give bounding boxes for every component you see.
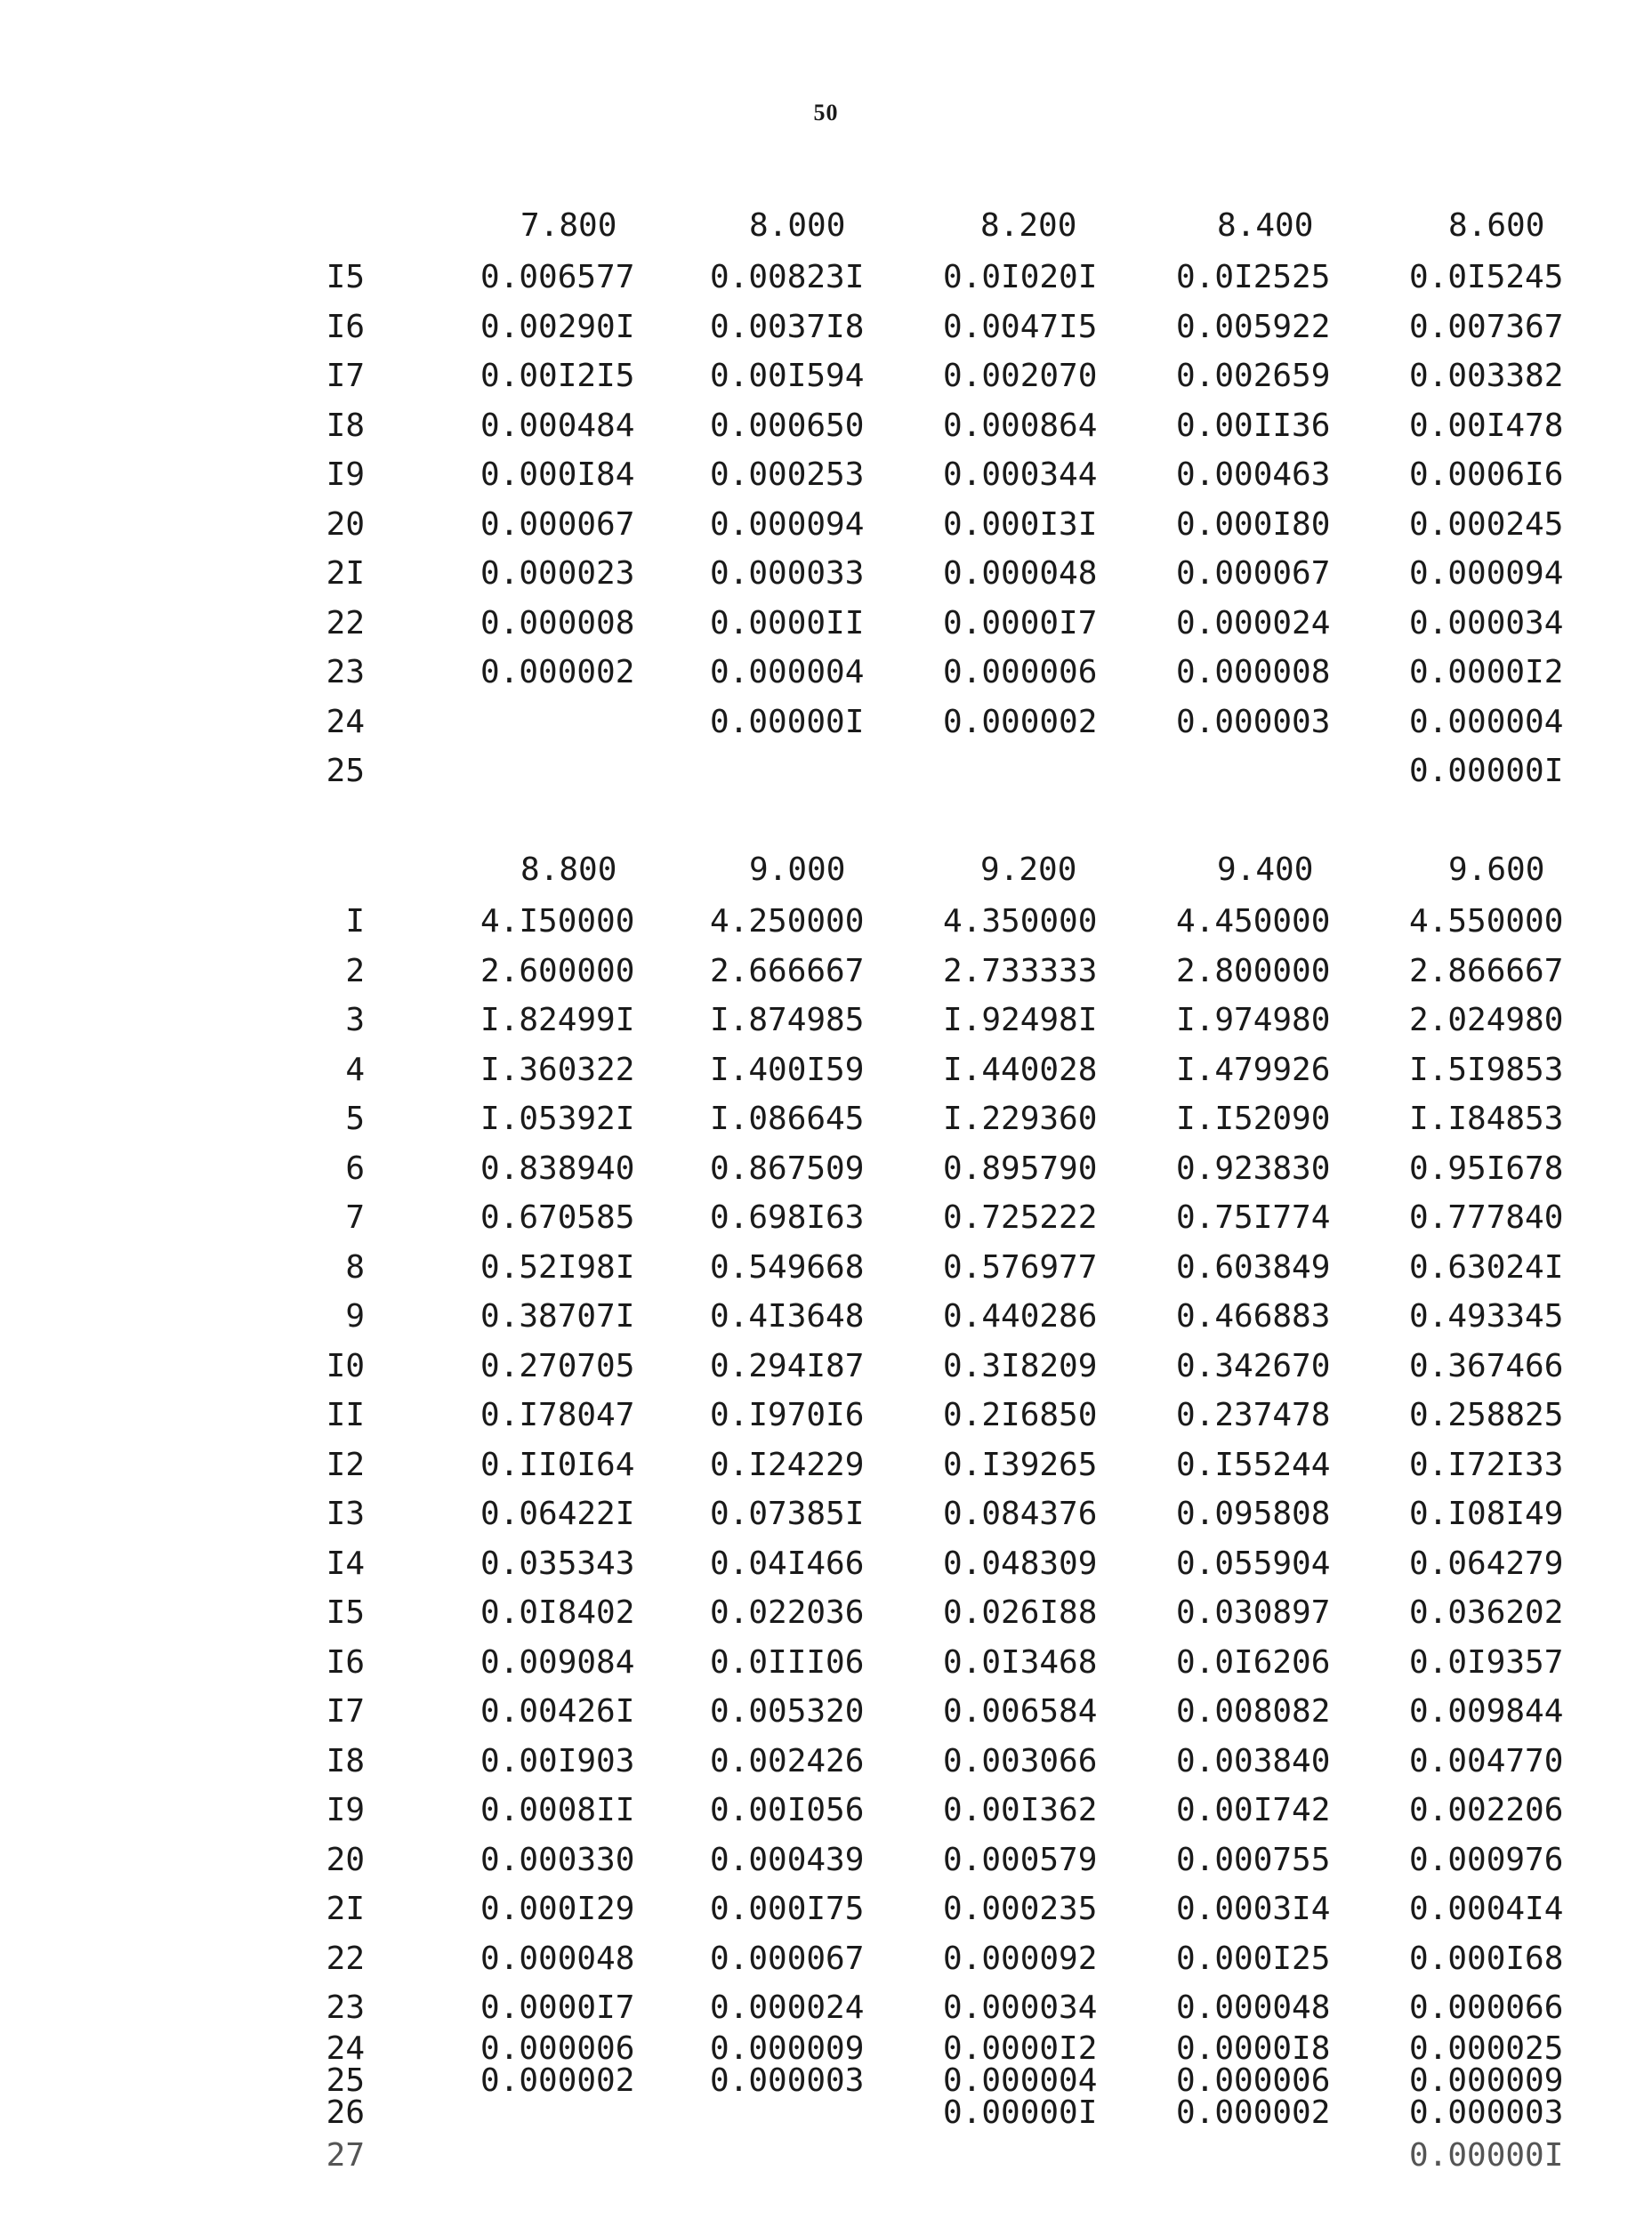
row-label: I9	[326, 456, 365, 493]
table-cell: 0.000253	[710, 456, 865, 493]
table-cell: 0.000002	[943, 703, 1098, 740]
table-cell: 0.036202	[1409, 1594, 1564, 1631]
row-label: 24	[326, 2029, 365, 2067]
row-label: 25	[326, 753, 365, 789]
table-cell: 0.000976	[1409, 1841, 1564, 1878]
table-cell: 0.0000I2	[1409, 654, 1564, 690]
table-cell: 0.055904	[1176, 1545, 1331, 1582]
table-cell: I.086645	[710, 1101, 865, 1137]
table-cell: 2.800000	[1176, 952, 1331, 989]
table-header-row	[0, 845, 1652, 897]
table-cell: 0.026I88	[943, 1594, 1098, 1631]
table-cell: 0.002659	[1176, 358, 1331, 394]
table-cell: I.5I9853	[1409, 1051, 1564, 1088]
table-row	[0, 1884, 1652, 1934]
table-cell: 0.00I2I5	[480, 358, 635, 394]
table-row	[0, 351, 1652, 401]
table-row	[0, 1094, 1652, 1144]
table-cell: 0.75I774	[1176, 1199, 1331, 1236]
table-cell: 0.000048	[943, 555, 1098, 592]
row-label: 20	[326, 505, 365, 543]
table-row	[0, 1934, 1652, 1984]
table-row	[0, 1292, 1652, 1342]
table-cell: 0.000I84	[480, 456, 635, 493]
table-cell: 2.866667	[1409, 952, 1564, 989]
table-cell: 0.270705	[480, 1347, 635, 1384]
table-row	[0, 1737, 1652, 1787]
table-cell: 0.007367	[1409, 308, 1564, 345]
row-label: 27	[326, 2136, 365, 2174]
row-label: I	[345, 903, 365, 940]
table-cell: 0.000048	[480, 1940, 635, 1977]
table-cell: 0.0I3468	[943, 1643, 1098, 1681]
table-cell: 0.000003	[710, 2062, 865, 2099]
table-cell: 0.342670	[1176, 1347, 1331, 1384]
table-cell: 0.000006	[943, 654, 1098, 690]
row-label: 4	[345, 1051, 365, 1088]
table-row	[0, 2094, 1652, 2131]
row-label: 24	[326, 703, 365, 740]
table-cell: 0.035343	[480, 1545, 635, 1582]
column-header: 9.600	[1448, 851, 1545, 888]
table-cell: 0.000092	[943, 1940, 1098, 1977]
table-cell: 0.00II36	[1176, 407, 1331, 444]
row-label: 7	[345, 1199, 365, 1236]
row-label: I4	[326, 1545, 365, 1582]
table-cell: I.874985	[710, 1002, 865, 1038]
row-label: I6	[326, 308, 365, 345]
table-cell: I.974980	[1176, 1002, 1331, 1038]
column-header: 8.200	[980, 207, 1077, 244]
table-cell: 0.000002	[480, 2062, 635, 2099]
row-label: 2	[345, 952, 365, 989]
table-cell: 0.00I903	[480, 1742, 635, 1779]
table-row	[0, 1588, 1652, 1638]
table-cell: 0.000002	[480, 654, 635, 690]
table-cell: 0.000004	[1409, 703, 1564, 740]
table-cell: 0.000I3I	[943, 505, 1098, 543]
page-number: 50	[813, 100, 839, 125]
table-cell: 0.000579	[943, 1841, 1098, 1878]
table-cell: 0.095808	[1176, 1496, 1331, 1532]
table-cell: 0.009844	[1409, 1693, 1564, 1730]
table-cell: 2.600000	[480, 952, 635, 989]
table-cell: 0.00I742	[1176, 1792, 1331, 1828]
table-row	[0, 1638, 1652, 1688]
table-cell: 0.000864	[943, 407, 1098, 444]
table-cell: 0.0000II	[710, 604, 865, 641]
table-cell: 0.00290I	[480, 308, 635, 345]
table-cell: 0.0I2525	[1176, 259, 1331, 295]
table-cell: 0.000002	[1176, 2094, 1331, 2131]
table-cell: 0.030897	[1176, 1594, 1331, 1631]
table-cell: 0.00823I	[710, 259, 865, 295]
table-cell: 0.00I362	[943, 1792, 1098, 1828]
table-cell: 0.000008	[1176, 654, 1331, 690]
table-cell: 0.000067	[710, 1940, 865, 1977]
table-cell: 0.04I466	[710, 1545, 865, 1582]
table-cell: 0.008082	[1176, 1693, 1331, 1730]
table-cell: 0.006577	[480, 259, 635, 295]
table-cell: 0.000344	[943, 456, 1098, 493]
table-cell: 0.000650	[710, 407, 865, 444]
table-cell: 0.000009	[710, 2029, 865, 2067]
row-label: I5	[326, 1594, 365, 1631]
row-label: 20	[326, 1841, 365, 1878]
table-row	[0, 1836, 1652, 1885]
table-cell: I.82499I	[480, 1002, 635, 1038]
row-label: 23	[326, 1989, 365, 2026]
table-cell: 0.00000I	[943, 2094, 1098, 2131]
table-cell: 0.003382	[1409, 358, 1564, 394]
table-cell: 0.895790	[943, 1150, 1098, 1187]
table-cell: 0.237478	[1176, 1397, 1331, 1433]
row-label: 8	[345, 1248, 365, 1286]
table-cell: 0.00I594	[710, 358, 865, 394]
table-row	[0, 1489, 1652, 1539]
row-label: I3	[326, 1496, 365, 1532]
table-cell: 0.838940	[480, 1150, 635, 1187]
table-row	[0, 1983, 1652, 2033]
table-cell: I.I84853	[1409, 1101, 1564, 1137]
table-cell: 0.0003I4	[1176, 1891, 1331, 1927]
table-cell: 0.002206	[1409, 1792, 1564, 1828]
table-cell: 0.I78047	[480, 1397, 635, 1433]
row-label: 26	[326, 2094, 365, 2131]
table-cell: 0.0008II	[480, 1792, 635, 1828]
row-label: 25	[326, 2062, 365, 2099]
table-row	[0, 1342, 1652, 1392]
table-cell: 0.00I478	[1409, 407, 1564, 444]
table-block-1	[0, 201, 1652, 796]
table-cell: 0.005320	[710, 1693, 865, 1730]
table-cell: 0.I72I33	[1409, 1446, 1564, 1483]
row-label: II	[326, 1397, 365, 1433]
table-cell: 0.0000I2	[943, 2029, 1098, 2067]
table-cell: 0.000003	[1176, 703, 1331, 740]
row-label: 6	[345, 1150, 365, 1187]
table-cell: 0.003066	[943, 1742, 1098, 1779]
table-cell: 2.666667	[710, 952, 865, 989]
table-cell: 0.000006	[1176, 2062, 1331, 2099]
table-cell: 0.576977	[943, 1248, 1098, 1286]
table-row	[0, 947, 1652, 997]
table-row	[0, 2129, 1652, 2183]
table-cell: 0.000463	[1176, 456, 1331, 493]
row-label: I0	[326, 1347, 365, 1384]
table-cell: 0.725222	[943, 1199, 1098, 1236]
table-row	[0, 1391, 1652, 1440]
table-cell: 0.000004	[943, 2062, 1098, 2099]
table-cell: I.400I59	[710, 1051, 865, 1088]
column-header: 8.600	[1448, 207, 1545, 244]
table-row	[0, 996, 1652, 1045]
table-row	[0, 698, 1652, 747]
table-cell: I.92498I	[943, 1002, 1098, 1038]
table-cell: 0.I24229	[710, 1446, 865, 1483]
table-cell: 0.549668	[710, 1248, 865, 1286]
table-cell: 0.000048	[1176, 1989, 1331, 2026]
table-cell: 0.0I6206	[1176, 1643, 1331, 1681]
table-row	[0, 303, 1652, 352]
table-cell: 0.000094	[710, 505, 865, 543]
table-row	[0, 500, 1652, 550]
table-cell: 0.0I020I	[943, 259, 1098, 295]
row-label: I5	[326, 259, 365, 295]
row-label: 22	[326, 1940, 365, 1977]
column-header: 9.000	[749, 851, 846, 888]
table-cell: 0.009084	[480, 1643, 635, 1681]
table-cell: 0.I39265	[943, 1446, 1098, 1483]
table-cell: 0.000067	[480, 505, 635, 543]
table-cell: 0.000006	[480, 2029, 635, 2067]
table-cell: 0.000484	[480, 407, 635, 444]
row-label: I6	[326, 1643, 365, 1681]
table-cell: 0.000003	[1409, 2094, 1564, 2131]
table-cell: 0.0000I8	[1176, 2029, 1331, 2067]
table-cell: 0.923830	[1176, 1150, 1331, 1187]
table-cell: 0.0I9357	[1409, 1643, 1564, 1681]
table-cell: 0.022036	[710, 1594, 865, 1631]
table-block-2	[0, 845, 1652, 2183]
table-cell: 0.867509	[710, 1150, 865, 1187]
table-cell: 0.0037I8	[710, 308, 865, 345]
table-row	[0, 648, 1652, 698]
table-cell: 0.367466	[1409, 1347, 1564, 1384]
table-header-row	[0, 201, 1652, 253]
table-cell: 0.005922	[1176, 308, 1331, 345]
table-cell: 0.493345	[1409, 1298, 1564, 1335]
table-cell: 0.000004	[710, 654, 865, 690]
table-cell: 0.466883	[1176, 1298, 1331, 1335]
table-cell: 0.000I75	[710, 1891, 865, 1927]
row-label: 2I	[326, 1891, 365, 1927]
table-cell: 0.000755	[1176, 1841, 1331, 1878]
row-label: 22	[326, 604, 365, 641]
table-cell: 0.000024	[1176, 604, 1331, 641]
table-cell: 0.38707I	[480, 1298, 635, 1335]
table-cell: 0.000034	[1409, 604, 1564, 641]
table-cell: 0.0047I5	[943, 308, 1098, 345]
column-header: 8.800	[520, 851, 617, 888]
table-cell: 0.0I8402	[480, 1594, 635, 1631]
table-cell: 0.4I3648	[710, 1298, 865, 1335]
row-label: 9	[345, 1298, 365, 1335]
table-cell: 4.350000	[943, 903, 1098, 940]
table-cell: 4.550000	[1409, 903, 1564, 940]
column-header: 8.400	[1217, 207, 1314, 244]
table-cell: 0.000I29	[480, 1891, 635, 1927]
table-cell: 4.I50000	[480, 903, 635, 940]
table-cell: 0.52I98I	[480, 1248, 635, 1286]
table-cell: 0.0004I4	[1409, 1891, 1564, 1927]
table-cell: 0.07385I	[710, 1496, 865, 1532]
table-cell: 0.3I8209	[943, 1347, 1098, 1384]
table-cell: 0.777840	[1409, 1199, 1564, 1236]
table-cell: 0.000I68	[1409, 1940, 1564, 1977]
table-cell: 0.I970I6	[710, 1397, 865, 1433]
table-row	[0, 549, 1652, 599]
table-cell: 0.00000I	[710, 703, 865, 740]
table-cell: 2.733333	[943, 952, 1098, 989]
table-row	[0, 1687, 1652, 1737]
table-cell: 0.670585	[480, 1199, 635, 1236]
table-row	[0, 401, 1652, 451]
table-cell: 0.06422I	[480, 1496, 635, 1532]
column-header: 9.400	[1217, 851, 1314, 888]
table-cell: 4.450000	[1176, 903, 1331, 940]
table-cell: I.479926	[1176, 1051, 1331, 1088]
row-label: 5	[345, 1101, 365, 1137]
table-row	[0, 746, 1652, 796]
table-cell: 0.048309	[943, 1545, 1098, 1582]
row-label: I8	[326, 1742, 365, 1779]
table-row	[0, 1539, 1652, 1589]
table-cell: 0.000024	[710, 1989, 865, 2026]
table-cell: 0.000I80	[1176, 505, 1331, 543]
table-cell: 0.000023	[480, 555, 635, 592]
table-cell: 0.00000I	[1409, 753, 1564, 789]
table-cell: 0.0000I7	[480, 1989, 635, 2026]
table-cell: 0.000439	[710, 1841, 865, 1878]
table-cell: 0.006584	[943, 1693, 1098, 1730]
table-cell: 0.00000I	[1409, 2136, 1564, 2174]
column-header: 9.200	[980, 851, 1077, 888]
table-cell: 0.0III06	[710, 1643, 865, 1681]
table-cell: 0.294I87	[710, 1347, 865, 1384]
column-header: 7.800	[520, 207, 617, 244]
table-cell: 0.000235	[943, 1891, 1098, 1927]
table-cell: I.05392I	[480, 1101, 635, 1137]
table-row	[0, 450, 1652, 500]
table-cell: 0.000245	[1409, 505, 1564, 543]
table-row	[0, 1243, 1652, 1293]
column-header: 8.000	[749, 207, 846, 244]
row-label: 23	[326, 654, 365, 690]
row-label: 3	[345, 1002, 365, 1038]
table-cell: 0.000066	[1409, 1989, 1564, 2026]
table-cell: 2.024980	[1409, 1002, 1564, 1038]
table-cell: I.440028	[943, 1051, 1098, 1088]
table-row	[0, 2062, 1652, 2099]
table-cell: I.I52090	[1176, 1101, 1331, 1137]
table-row	[0, 1193, 1652, 1243]
table-cell: 0.000033	[710, 555, 865, 592]
table-cell: 0.I08I49	[1409, 1496, 1564, 1532]
row-label: I9	[326, 1792, 365, 1828]
table-cell: 0.002070	[943, 358, 1098, 394]
table-cell: 0.II0I64	[480, 1446, 635, 1483]
table-cell: 0.000330	[480, 1841, 635, 1878]
table-cell: 0.000034	[943, 1989, 1098, 2026]
table-cell: I.229360	[943, 1101, 1098, 1137]
table-cell: 0.0I5245	[1409, 259, 1564, 295]
row-label: I7	[326, 1693, 365, 1730]
table-row	[0, 1045, 1652, 1095]
table-cell: 0.603849	[1176, 1248, 1331, 1286]
table-cell: 0.000I25	[1176, 1940, 1331, 1977]
table-row	[0, 1144, 1652, 1194]
table-cell: 0.95I678	[1409, 1150, 1564, 1187]
table-row	[0, 253, 1652, 303]
table-row	[0, 2029, 1652, 2067]
table-row	[0, 897, 1652, 947]
table-cell: I.360322	[480, 1051, 635, 1088]
table-cell: 0.0006I6	[1409, 456, 1564, 493]
table-cell: 0.064279	[1409, 1545, 1564, 1582]
table-row	[0, 1786, 1652, 1836]
table-cell: 0.00I056	[710, 1792, 865, 1828]
table-cell: 0.258825	[1409, 1397, 1564, 1433]
row-label: I2	[326, 1446, 365, 1483]
table-cell: 0.698I63	[710, 1199, 865, 1236]
table-cell: 0.0000I7	[943, 604, 1098, 641]
row-label: I7	[326, 358, 365, 394]
row-label: I8	[326, 407, 365, 444]
table-row	[0, 599, 1652, 649]
table-cell: 0.000067	[1176, 555, 1331, 592]
table-cell: 0.00426I	[480, 1693, 635, 1730]
table-cell: 0.004770	[1409, 1742, 1564, 1779]
table-cell: 0.002426	[710, 1742, 865, 1779]
table-cell: 0.I55244	[1176, 1446, 1331, 1483]
table-cell: 0.63024I	[1409, 1248, 1564, 1286]
table-cell: 0.000008	[480, 604, 635, 641]
table-cell: 0.000025	[1409, 2029, 1564, 2067]
table-cell: 0.440286	[943, 1298, 1098, 1335]
table-cell: 0.000094	[1409, 555, 1564, 592]
table-cell: 0.084376	[943, 1496, 1098, 1532]
table-row	[0, 1440, 1652, 1490]
table-cell: 0.2I6850	[943, 1397, 1098, 1433]
table-cell: 0.000009	[1409, 2062, 1564, 2099]
table-cell: 4.250000	[710, 903, 865, 940]
table-cell: 0.003840	[1176, 1742, 1331, 1779]
row-label: 2I	[326, 555, 365, 592]
